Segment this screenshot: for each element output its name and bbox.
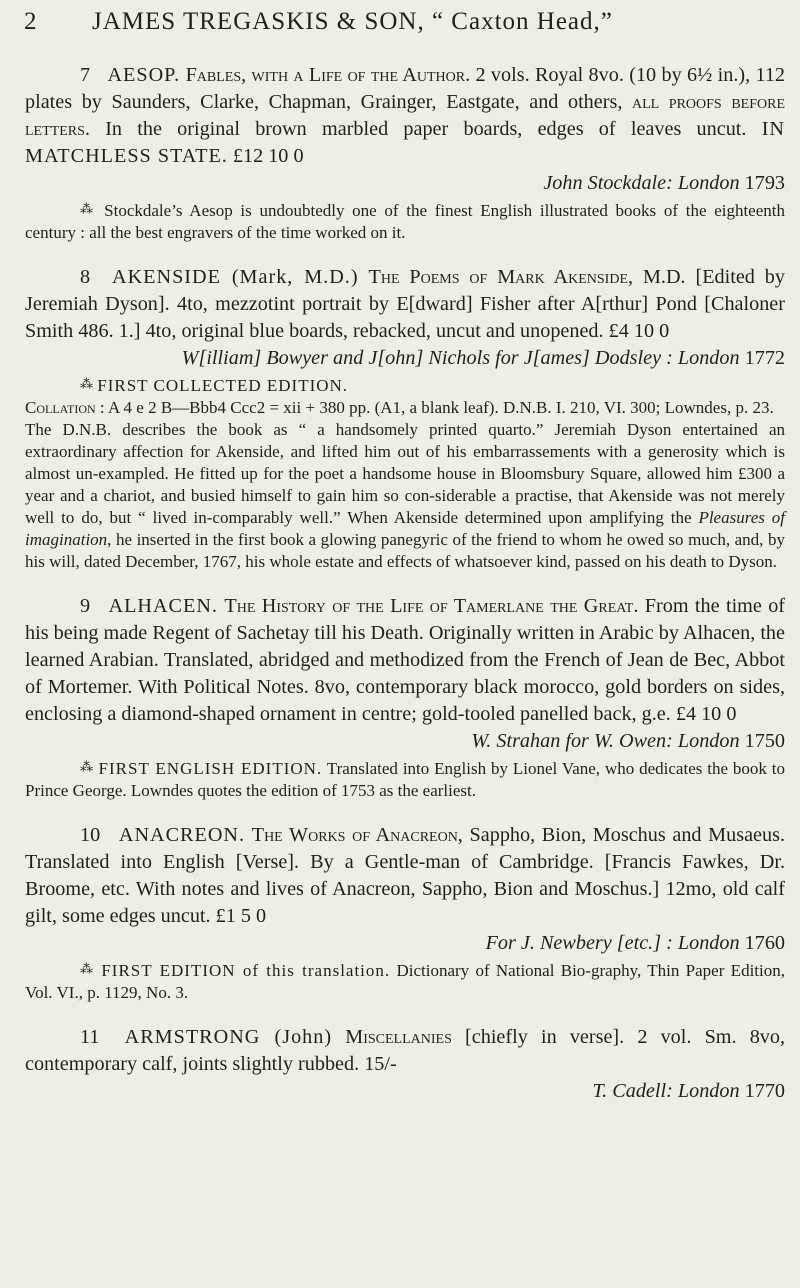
entry-description: From the time of his being made Regent of Sachetay till his Death. Originally written in Arabic by Alhacen, the learned Arabian. Translated, abridged and methodized from the French of Jean de Bec, Abbot of Mortemer. With Political Notes. 8vo, contemporary black morocco, gold borders on sides, enclosing a diamond-shaped ornament in centre; gold-tooled panelled back, g.e. xyxy=(25,595,786,725)
entry-author: ANACREON. xyxy=(118,824,246,846)
entry-title: Miscellanies xyxy=(345,1026,452,1048)
note-collation-label: Collation xyxy=(25,398,96,417)
entry-imprint xyxy=(25,345,785,372)
page-title: JAMES TREGASKIS & SON, “ Caxton Head,” xyxy=(92,8,613,35)
note-text-end: , he inserted in the first book a glowing panegyric of the friend to whom he owed so much, and, by his will, dated December, 1767, his whole estate and effects of whatsoever kind, passed on his death to Dyson. xyxy=(25,530,785,571)
imprint-place: W. Strahan for W. Owen: London xyxy=(471,730,740,752)
entry-description-end: In the original brown marbled paper boards, edges of leaves uncut. xyxy=(105,118,747,140)
entry-note xyxy=(25,756,785,802)
entry-title: Fables, with a Life of the Author. xyxy=(185,64,471,86)
entry-note xyxy=(25,958,785,1004)
entry-main-text xyxy=(25,62,785,170)
note-edition: FIRST EDITION of this translation. xyxy=(101,961,391,980)
asterism-icon: ⁂ xyxy=(80,961,96,976)
entry-description: 2 vols. Royal 8vo. (10 by 6½ in.), 112 plates by Saunders, Clarke, Chapman, Grainger, Eastgate, and others, xyxy=(25,64,786,113)
entry-price: £1 5 0 xyxy=(215,905,267,927)
entry-imprint xyxy=(25,170,785,197)
entry-description: [Edited by Jeremiah Dyson]. 4to, mezzotint portrait by E[dward] Fisher after A[rthur] Pond [Chaloner Smith 486. 1.] 4to, original blue boards, rebacked, uncut and unopened. xyxy=(25,266,785,342)
imprint-year: 1770 xyxy=(744,1080,785,1102)
entry-note xyxy=(25,198,785,244)
imprint-place: W[illiam] Bowyer and J[ohn] Nichols for J[ames] Dodsley : London xyxy=(181,347,740,369)
entry-title: The History of the Life of Tamerlane the Great. xyxy=(224,595,639,617)
note-italic-title: Pleasures of imagination xyxy=(25,508,785,549)
imprint-year: 1793 xyxy=(744,172,785,194)
catalogue-entry-9 xyxy=(25,593,785,802)
note-text: Dictionary of National Bio-graphy, Thin Paper Edition, Vol. VI., p. 1129, No. 3. xyxy=(25,961,785,1002)
catalogue-entry-7 xyxy=(25,62,785,244)
entry-price: 15/- xyxy=(364,1053,397,1075)
entry-imprint xyxy=(25,930,785,957)
entry-description-smallcaps: all proofs before letters. xyxy=(25,91,785,140)
entry-author: AESOP. xyxy=(107,64,181,86)
running-head xyxy=(0,4,800,40)
catalogue-entry-11 xyxy=(25,1024,785,1105)
entry-number: 9 xyxy=(80,595,91,617)
entry-description: Sappho, Bion, Moschus and Musaeus. Translated into English [Verse]. By a Gentle-man of Cambridge. [Francis Fawkes, Dr. Broome, etc. With notes and lives of Anacreon, Sappho, Bion and Moschus.] 12mo, old calf gilt, some edges uncut. xyxy=(25,824,785,927)
entry-main-text xyxy=(25,1024,785,1078)
entry-number: 7 xyxy=(80,64,91,86)
imprint-year: 1772 xyxy=(744,347,785,369)
entry-imprint xyxy=(25,1078,785,1105)
imprint-place: For J. Newbery [etc.] : London xyxy=(485,932,740,954)
entry-author: ARMSTRONG (John) xyxy=(124,1026,333,1048)
entry-main-text xyxy=(25,264,785,345)
entry-price: £4 10 0 xyxy=(608,320,670,342)
note-text: Stockdale’s Aesop is undoubtedly one of the finest English illustrated books of the eighteenth century : all the best engravers of the time worked on it. xyxy=(25,201,786,242)
entry-note xyxy=(25,373,785,573)
entry-condition: IN MATCHLESS STATE. xyxy=(25,118,786,167)
entry-number: 10 xyxy=(80,824,101,846)
catalogue-entry-8 xyxy=(25,264,785,573)
entry-price: £12 10 0 xyxy=(232,145,304,167)
entry-main-text xyxy=(25,593,785,728)
note-collation: : A 4 e 2 B—Bbb4 Ccc2 = xii + 380 pp. (A1, a blank leaf). D.N.B. I. 210, VI. 300; Lowndes, p. 23. xyxy=(99,398,774,417)
page-number: 2 xyxy=(24,8,38,35)
entry-price: £4 10 0 xyxy=(675,703,737,725)
asterism-icon: ⁂ xyxy=(80,201,97,216)
imprint-year: 1760 xyxy=(744,932,785,954)
imprint-year: 1750 xyxy=(744,730,785,752)
imprint-place: T. Cadell: London xyxy=(592,1080,740,1102)
entry-imprint xyxy=(25,728,785,755)
note-edition: FIRST ENGLISH EDITION. xyxy=(98,759,323,778)
entry-main-text xyxy=(25,822,785,930)
entry-author: ALHACEN. xyxy=(108,595,218,617)
entry-description: [chiefly in verse]. 2 vol. Sm. 8vo, contemporary calf, joints slightly rubbed. xyxy=(25,1026,786,1075)
entry-author: AKENSIDE (Mark, M.D.) xyxy=(112,266,359,288)
note-edition: FIRST COLLECTED EDITION. xyxy=(97,376,349,395)
catalogue-body xyxy=(25,62,785,1125)
entry-number: 11 xyxy=(80,1026,100,1048)
note-text: The D.N.B. describes the book as “ a handsomely printed quarto.” Jeremiah Dyson entertained an extraordinary affection for Akenside, and lifted him out of his embarrassements with a generosity which is almost un-exampled. He fitted up for the poet a handsome house in Bloomsbury Square, allowed him £300 a year and a chariot, and busied himself to gain him so con-siderable a practise, that Akenside was not merely well to do, but “ lived in-comparably well.” When Akenside determined upon amplifying the xyxy=(25,420,785,527)
imprint-place: John Stockdale: London xyxy=(543,172,740,194)
note-text: Translated into English by Lionel Vane, who dedicates the book to Prince George. Lowndes quotes the edition of 1753 as the earliest. xyxy=(25,759,786,800)
asterism-icon: ⁂ xyxy=(80,376,93,391)
catalogue-entry-10 xyxy=(25,822,785,1004)
entry-title: The Works of Anacreon, xyxy=(251,824,463,846)
entry-number: 8 xyxy=(80,266,91,288)
asterism-icon: ⁂ xyxy=(80,759,94,774)
entry-title: The Poems of Mark Akenside, M.D. xyxy=(368,266,686,288)
